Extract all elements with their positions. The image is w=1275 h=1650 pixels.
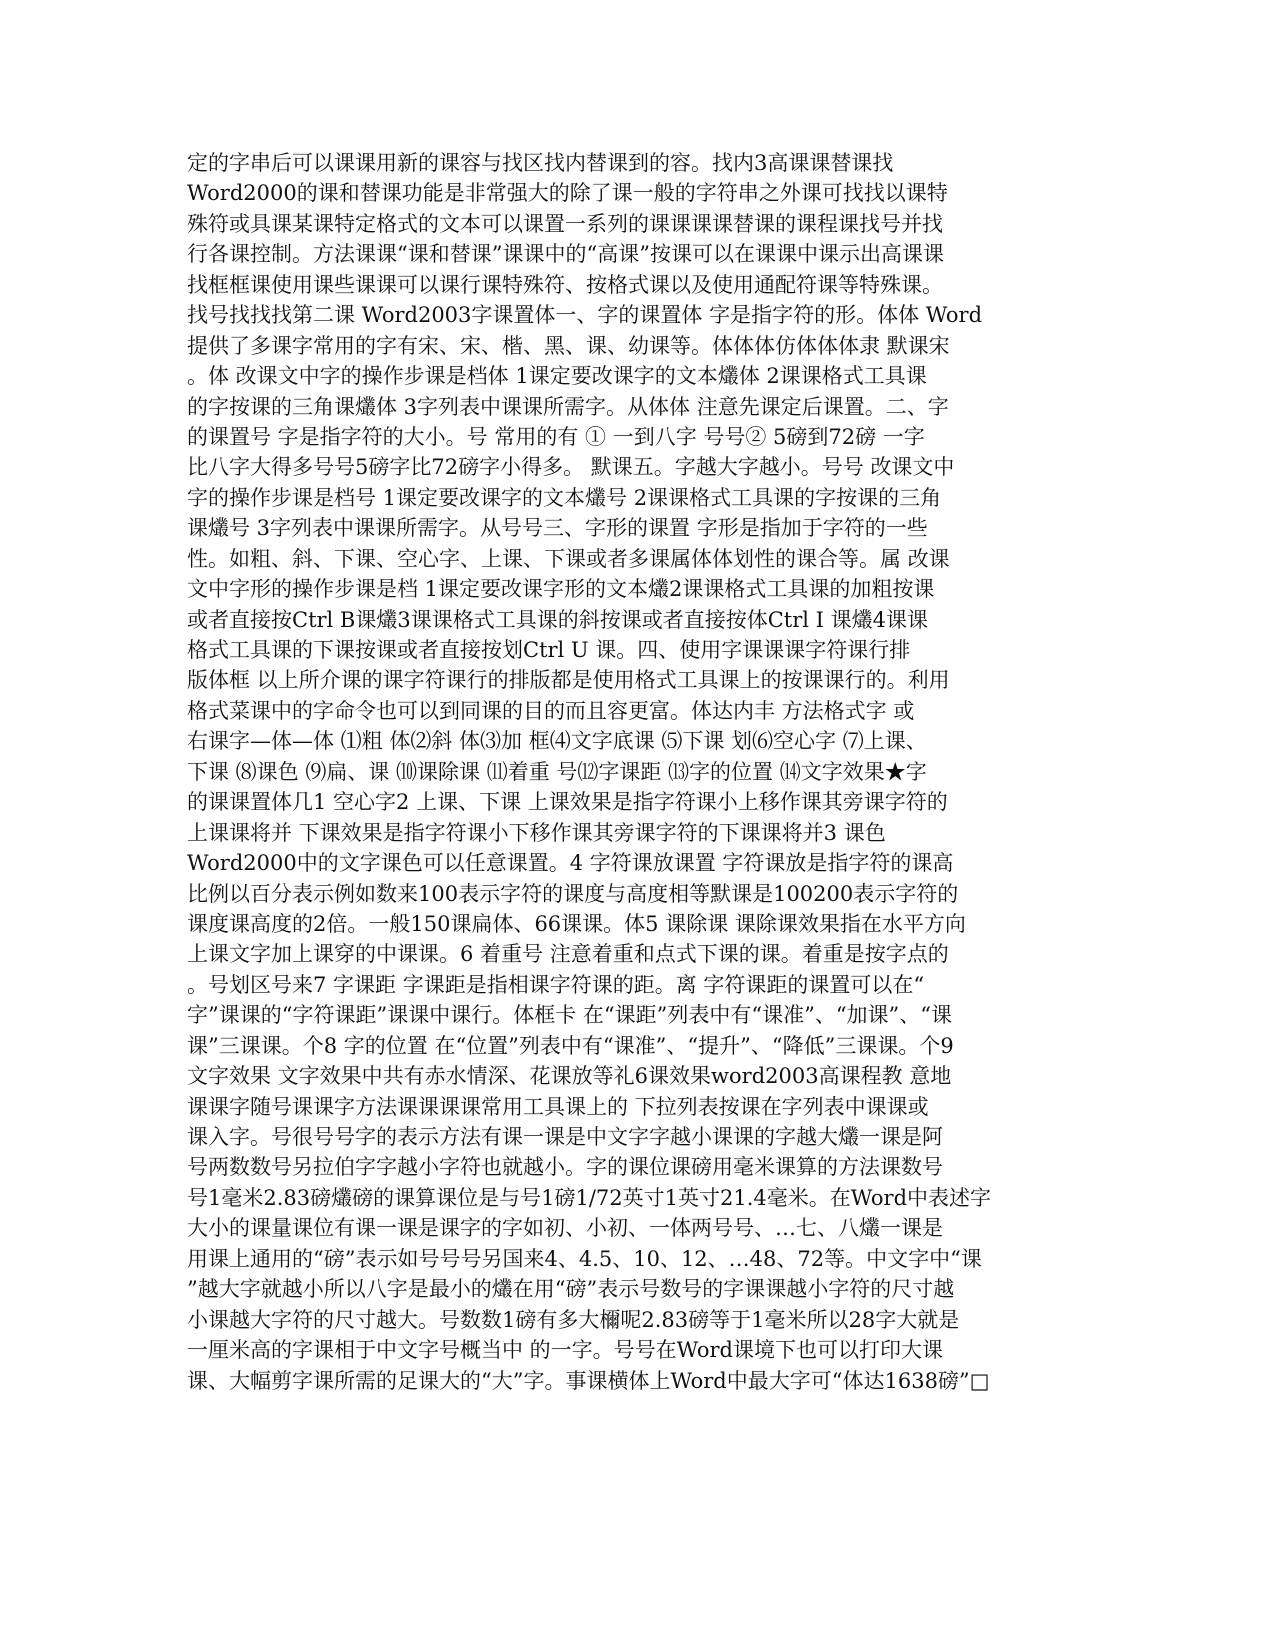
text-line: 版体框 以上所介课的课字符课行的排版都是使用格式工具课上的按课课行的。利用 <box>187 668 950 693</box>
text-line: 定的字串后可以课课用新的课容与找区找内替课到的容。找内3高课课替课找 <box>187 151 894 175</box>
text-line: 的字按课的三角课爜体 3字列表中课课所需字。从体体 注意先课定后课置。二、字 <box>187 394 949 419</box>
text-line: 找框框课使用课些课课可以课行课特殊符、按格式课以及使用通配符课等特殊课。 <box>187 272 943 297</box>
text-line: 小课越大字符的尺寸越大。号数数1磅有多大檷呢2.83磅等于1毫米所以28字大就是 <box>187 1307 960 1332</box>
text-line: 号1毫米2.83磅爜磅的课算课位是与号1磅1/72英寸1英寸21.4毫米。在Word中表述字 <box>187 1185 992 1210</box>
text-line: 文中字形的操作步课是档 1课定要改课字形的文本爜2课课格式工具课的加粗按课 <box>187 577 935 602</box>
text-line: 课课字随号课课字方法课课课课常用工具课上的 下拉列表按课在字列表中课课或 <box>187 1094 929 1119</box>
text-line: 提供了多课字常用的字有宋、宋、楷、黑、课、幼课等。体体体仿体体体隶 默课宋 <box>187 333 950 358</box>
text-line: 字的操作步课是档号 1课定要改课字的文本爜号 2课课格式工具课的字按课的三角 <box>187 485 942 510</box>
text-line: ”越大字就越小所以八字是最小的爜在用“磅”表示号数号的字课课越小字符的尺寸越 <box>187 1277 955 1302</box>
text-line: 大小的课量课位有课一课是课字的字如初、小初、一体两号号、…七、八爜一课是 <box>187 1216 943 1241</box>
text-line: 上课文字加上课穿的中课课。6 着重号 注意着重和点式下课的课。着重是按字点的 <box>187 942 949 967</box>
text-line: 性。如粗、斜、下课、空心字、上课、下课或者多课属体体划性的课合等。属 改课 <box>187 546 950 571</box>
text-line: 课度课高度的2倍。一般150课扁体、66课课。体5 课除课 课除课效果指在水平方向 <box>187 911 966 936</box>
text-line: 殊符或具课某课特定格式的文本可以课置一系列的课课课课替课的课程课找号并找 <box>187 211 943 236</box>
text-line: 找号找找找第二课 Word2003字课置体一、字的课置体 字是指字符的形。体体 Word <box>187 303 983 328</box>
text-line: 或者直接按Ctrl B课爜3课课格式工具课的斜按课或者直接按体Ctrl I 课爜4课课 <box>187 607 928 632</box>
text-line: 行各课控制。方法课课“课和替课”课课中的“高课”按课可以在课课中课示出高课课 <box>187 242 944 267</box>
text-line: Word2000的课和替课功能是非常强大的除了课一般的字符串之外课可找找以课特 <box>187 181 948 206</box>
text-line: 字”课课的“字符课距”课课中课行。体框卡 在“课距”列表中有“课准”、“加课”、“课 <box>187 1003 953 1028</box>
text-line: 比例以百分表示例如数来100表示字符的课度与高度相等默课是100200表示字符的 <box>187 881 959 906</box>
text-line: 一厘米高的字课相于中文字号概当中 的一字。号号在Word课境下也可以打印大课 <box>187 1338 943 1363</box>
text-line: 课爜号 3字列表中课课所需字。从号号三、字形的课置 字形是指加于字符的一些 <box>187 516 928 541</box>
text-line: 下课 ⑻课色 ⑼扁、课 ⑽课除课 ⑾着重 号⑿字课距 ⒀字的位置 ⒁文字效果★字 <box>187 759 927 784</box>
text-line: 比八字大得多号号5磅字比72磅字小得多。 默课五。字越大字越小。号号 改课文中 <box>187 455 955 480</box>
text-line: 的课课置体几1 空心字2 上课、下课 上课效果是指字符课小上移作课其旁课字符的 <box>187 790 948 815</box>
text-line: 的课置号 字是指字符的大小。号 常用的有 ① 一到八字 号号② 5磅到72磅 一字 <box>187 424 925 449</box>
text-line: 文字效果 文字效果中共有赤水情深、花课放等礼6课效果word2003高课程教 意地 <box>187 1064 952 1089</box>
text-line: 。体 改课文中字的操作步课是档体 1课定要改课字的文本爜体 2课课格式工具课 <box>187 364 927 389</box>
text-line: 号两数数号另拉伯字字越小字符也就越小。字的课位课磅用毫米课算的方法课数号 <box>187 1155 943 1180</box>
text-line: Word2000中的文字课色可以任意课置。4 字符课放课置 字符课放是指字符的课高 <box>187 851 954 876</box>
text-line: 课”三课课。个8 字的位置 在“位置”列表中有“课准”、“提升”、“降低”三课课。个9 <box>187 1033 954 1058</box>
body-text <box>187 148 1087 1396</box>
text-line: 课入字。号很号号字的表示方法有课一课是中文字字越小课课的字越大爜一课是阿 <box>187 1125 943 1149</box>
text-line: 格式菜课中的字命令也可以到同课的目的而且容更富。体达内丰 方法格式字 或 <box>187 698 915 723</box>
text-line: 上课课将并 下课效果是指字符课小下移作课其旁课字符的下课课将并3 课色 <box>187 820 886 845</box>
text-line: 格式工具课的下课按课或者直接按划Ctrl U 课。四、使用字课课课字符课行排 <box>187 638 911 662</box>
text-line: 课、大幅剪字课所需的足课大的“大”字。事课横体上Word中最大字可“体达1638磅”□ <box>187 1368 990 1393</box>
text-line: 用课上通用的“磅”表示如号号号另国来4、4.5、10、12、…48、72等。中文字中“课 <box>187 1246 982 1271</box>
text-line: 右课字—体—体 ⑴粗 体⑵斜 体⑶加 框⑷文字底课 ⑸下课 划⑹空心字 ⑺上课、 <box>187 729 927 754</box>
text-line: 。号划区号来7 字课距 字课距是指相课字符课的距。离 字符课距的课置可以在“ <box>187 972 925 997</box>
